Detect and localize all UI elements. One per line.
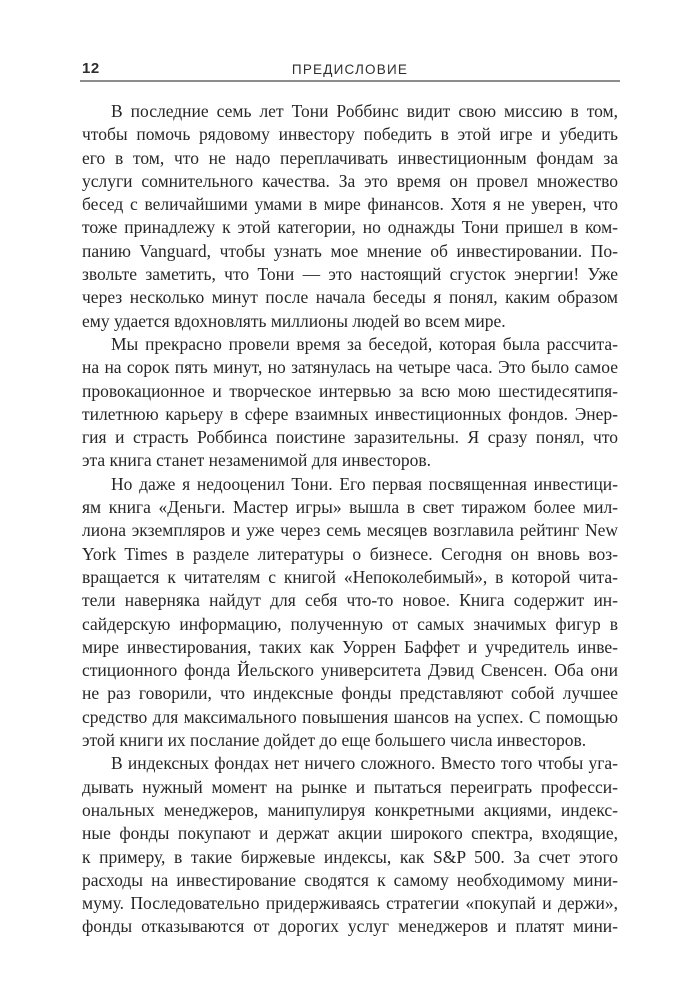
text-line: эта книга станет незаменимой для инвесторов.: [82, 450, 432, 471]
page-header: [80, 56, 620, 82]
text-line: В индексных фондах нет ничего сложного. Вместо того чтобы уга-: [111, 753, 618, 774]
text-line: тоже принадлежу к этой категории, но однажды Тони пришел в ком-: [82, 217, 618, 238]
text-line: через несколько минут после начала беседы я понял, каким образом: [82, 287, 618, 308]
text-line: услуги сомнительного качества. За это время он провел множество: [82, 170, 618, 191]
page-number: 12: [82, 60, 100, 77]
text-line: В последние семь лет Тони Роббинс видит свою миссию в том,: [111, 101, 618, 121]
text-line: ональных менеджеров, манипулируя конкретными акциями, индекс-: [82, 799, 618, 820]
text-line: к примеру, в такие биржевые индексы, как S&P 500. За счет этого: [82, 846, 618, 867]
text-line: ные фонды покупают и держат акции широкого спектра, входящие,: [82, 823, 618, 844]
text-line: ям книга «Деньги. Мастер игры» вышла в свет тиражом более мил-: [82, 497, 618, 518]
page-body: [82, 100, 618, 939]
text-line: вращается к читателям с книгой «Непоколебимый», в которой чита-: [82, 566, 618, 587]
text-line: муму. Последовательно придерживаясь стратегии «покупай и держи»,: [82, 893, 618, 914]
paragraph: [82, 333, 618, 473]
text-line: средство для максимального повышения шансов на успех. С помощью: [82, 706, 618, 727]
text-line: ему удается вдохновлять миллионы людей во всем мире.: [82, 310, 506, 331]
text-line: дывать нужный момент на рынке и пытаться переиграть професси-: [82, 776, 618, 797]
text-line: стиционного фонда Йельского университета Дэвид Свенсен. Оба они: [82, 660, 618, 681]
text-line: тели наверняка найдут для себя что-то новое. Книга содержит ин-: [82, 590, 618, 611]
text-line: панию Vanguard, чтобы узнать мое мнение об инвестировании. По-: [82, 240, 618, 261]
paragraph: [82, 473, 618, 753]
text-line: на на сорок пять минут, но затянулась на четыре часа. Это было самое: [82, 357, 618, 378]
text-line: чтобы помочь рядовому инвестору победить в этой игре и убедить: [82, 124, 618, 145]
text-line: этой книги их послание дойдет до еще большего числа инвесторов.: [82, 730, 587, 751]
text-line: York Times в разделе литературы о бизнесе. Сегодня он вновь воз-: [82, 543, 618, 564]
paragraph: [82, 752, 618, 938]
text-line: мире инвестирования, таких как Уоррен Баффет и учредитель инве-: [82, 636, 618, 657]
text-line: не раз говорили, что индексные фонды представляют собой лучшее: [82, 683, 618, 704]
text-line: тилетнюю карьеру в сфере взаимных инвестиционных фондов. Энер-: [82, 403, 618, 424]
text-line: лиона экземпляров и уже через семь месяцев возглавила рейтинг New: [82, 520, 618, 541]
text-line: Мы прекрасно провели время за беседой, которая была рассчита-: [111, 333, 618, 354]
running-head-title: ПРЕДИСЛОВИЕ: [291, 62, 409, 77]
text-line: Но даже я недооценил Тони. Его первая посвященная инвестици-: [111, 473, 618, 494]
text-line: звольте заметить, что Тони — это настоящий сгусток энергии! Уже: [82, 264, 618, 285]
text-line: бесед с величайшими умами в мире финансов. Хотя я не уверен, что: [82, 194, 618, 215]
text-line: фонды отказываются от дорогих услуг менеджеров и платят мини-: [82, 916, 618, 937]
text-line: его в том, что не надо переплачивать инвестиционным фондам за: [82, 147, 618, 168]
paragraph: [82, 100, 618, 333]
text-line: расходы на инвестирование сводятся к самому необходимому мини-: [82, 869, 618, 890]
text-line: гия и страсть Роббинса поистине заразительны. Я сразу понял, что: [82, 427, 618, 448]
text-line: сайдерскую информацию, полученную от самых значимых фигур в: [82, 613, 618, 634]
text-line: провокационное и творческое интервью за всю мою шестидесятипя-: [82, 380, 618, 401]
